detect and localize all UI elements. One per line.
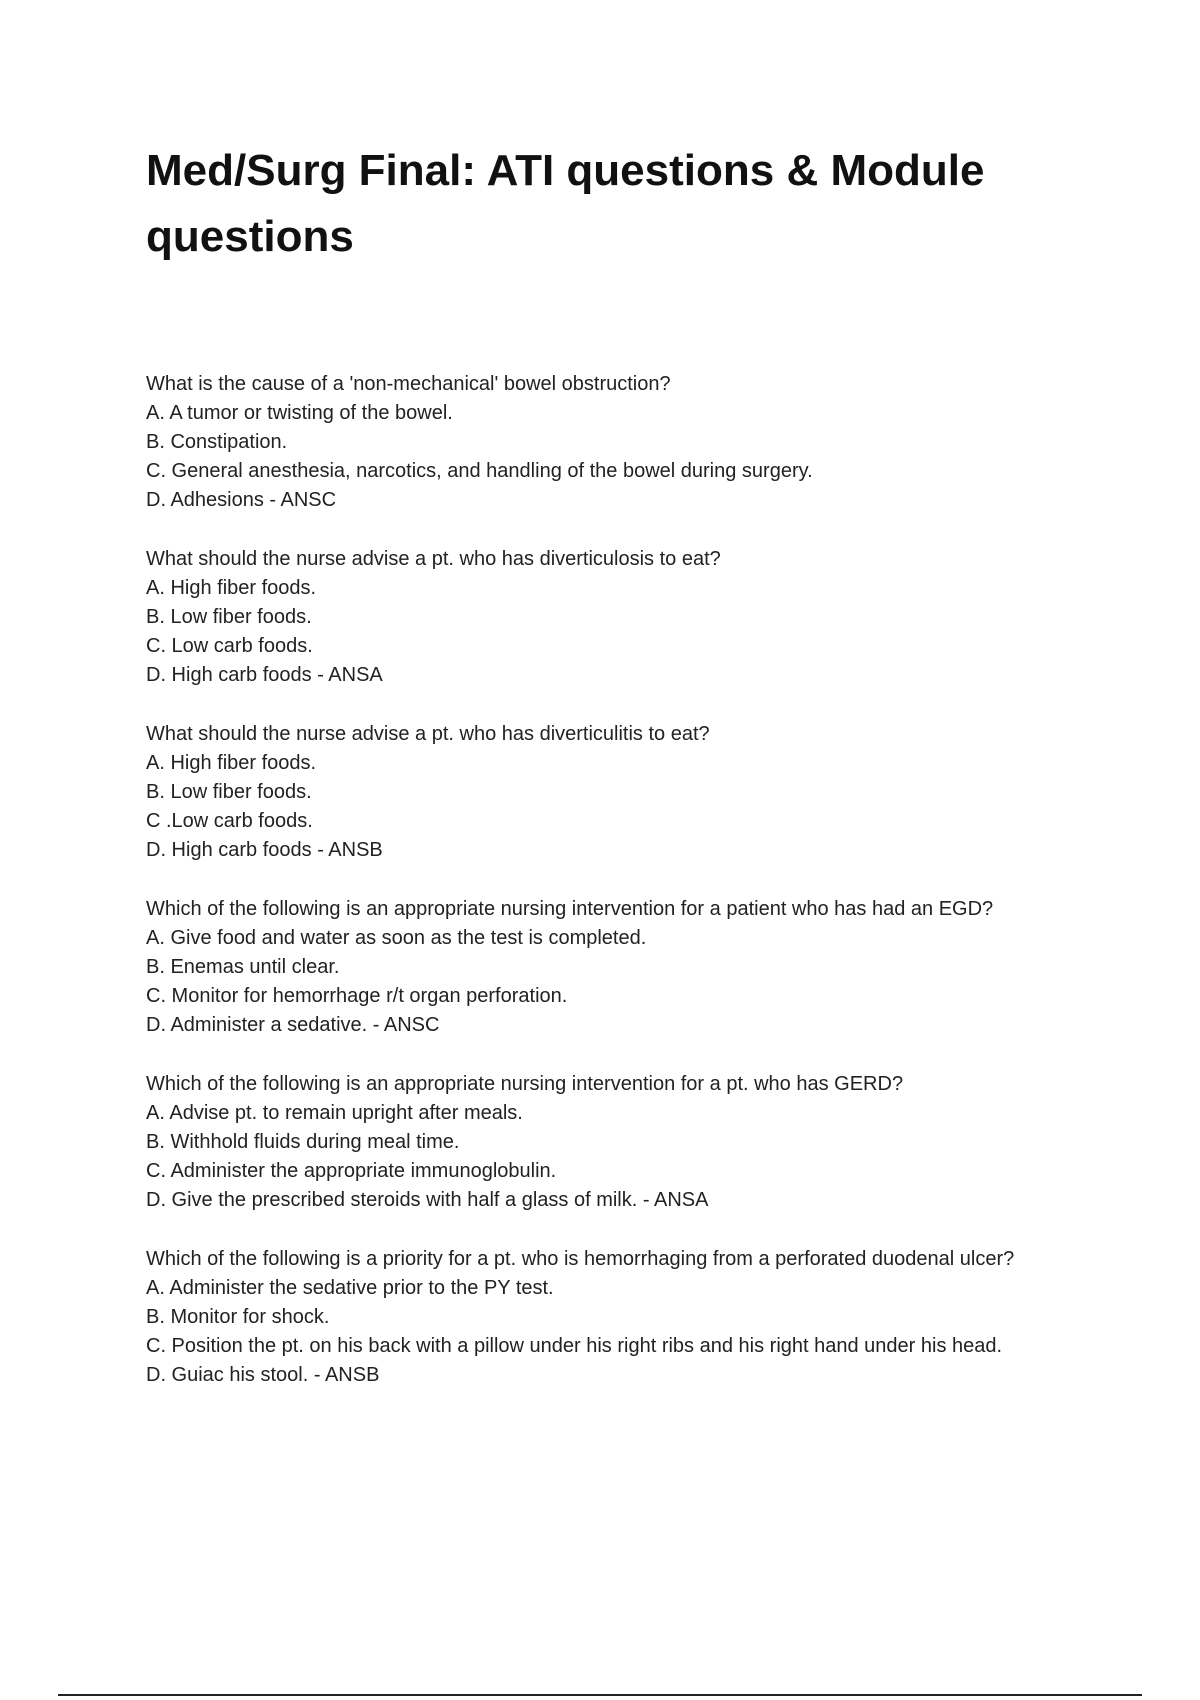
answer-option: A. High fiber foods. (146, 752, 317, 774)
question-block (146, 720, 1076, 865)
question-block (146, 895, 1076, 1040)
question-block (146, 545, 1076, 690)
answer-option: B. Low fiber foods. (146, 781, 312, 803)
answer-option: C. Monitor for hemorrhage r/t organ perforation. (146, 985, 568, 1007)
answer-option: C. Administer the appropriate immunoglobulin. (146, 1160, 557, 1182)
question-list (146, 370, 1076, 1420)
answer-option: D. Administer a sedative. - ANSC (146, 1014, 440, 1036)
question-prompt: What should the nurse advise a pt. who has diverticulosis to eat? (146, 548, 721, 570)
question-prompt: Which of the following is an appropriate nursing intervention for a pt. who has GERD? (146, 1073, 904, 1095)
answer-option: A. Advise pt. to remain upright after meals. (146, 1102, 523, 1124)
answer-option: C .Low carb foods. (146, 810, 313, 832)
answer-option: C. General anesthesia, narcotics, and handling of the bowel during surgery. (146, 460, 813, 482)
question-prompt: Which of the following is an appropriate nursing intervention for a patient who has had an EGD? (146, 898, 994, 920)
answer-option: B. Enemas until clear. (146, 956, 340, 978)
answer-option: C. Low carb foods. (146, 635, 313, 657)
answer-option: B. Monitor for shock. (146, 1306, 330, 1328)
question-prompt: What is the cause of a 'non-mechanical' bowel obstruction? (146, 373, 671, 395)
answer-option: D. Adhesions - ANSC (146, 489, 337, 511)
answer-option: D. High carb foods - ANSA (146, 664, 383, 686)
answer-option: A. High fiber foods. (146, 577, 317, 599)
question-block (146, 1070, 1076, 1215)
footer-divider (58, 1694, 1142, 1696)
answer-option: B. Low fiber foods. (146, 606, 312, 628)
question-prompt: Which of the following is a priority for a pt. who is hemorrhaging from a perforated duodenal ulcer? (146, 1248, 1015, 1270)
answer-option: B. Withhold fluids during meal time. (146, 1131, 460, 1153)
answer-option: A. A tumor or twisting of the bowel. (146, 402, 453, 424)
answer-option: D. Give the prescribed steroids with half a glass of milk. - ANSA (146, 1189, 709, 1211)
answer-option: D. Guiac his stool. - ANSB (146, 1364, 380, 1386)
answer-option: B. Constipation. (146, 431, 288, 453)
answer-option: D. High carb foods - ANSB (146, 839, 383, 861)
document-title: Med/Surg Final: ATI questions & Module questions (146, 146, 985, 261)
answer-option: A. Administer the sedative prior to the PY test. (146, 1277, 554, 1299)
question-block (146, 370, 1076, 515)
answer-option: C. Position the pt. on his back with a pillow under his right ribs and his right hand under his head. (146, 1335, 1003, 1357)
answer-option: A. Give food and water as soon as the test is completed. (146, 927, 647, 949)
question-block (146, 1245, 1076, 1390)
question-prompt: What should the nurse advise a pt. who has diverticulitis to eat? (146, 723, 710, 745)
